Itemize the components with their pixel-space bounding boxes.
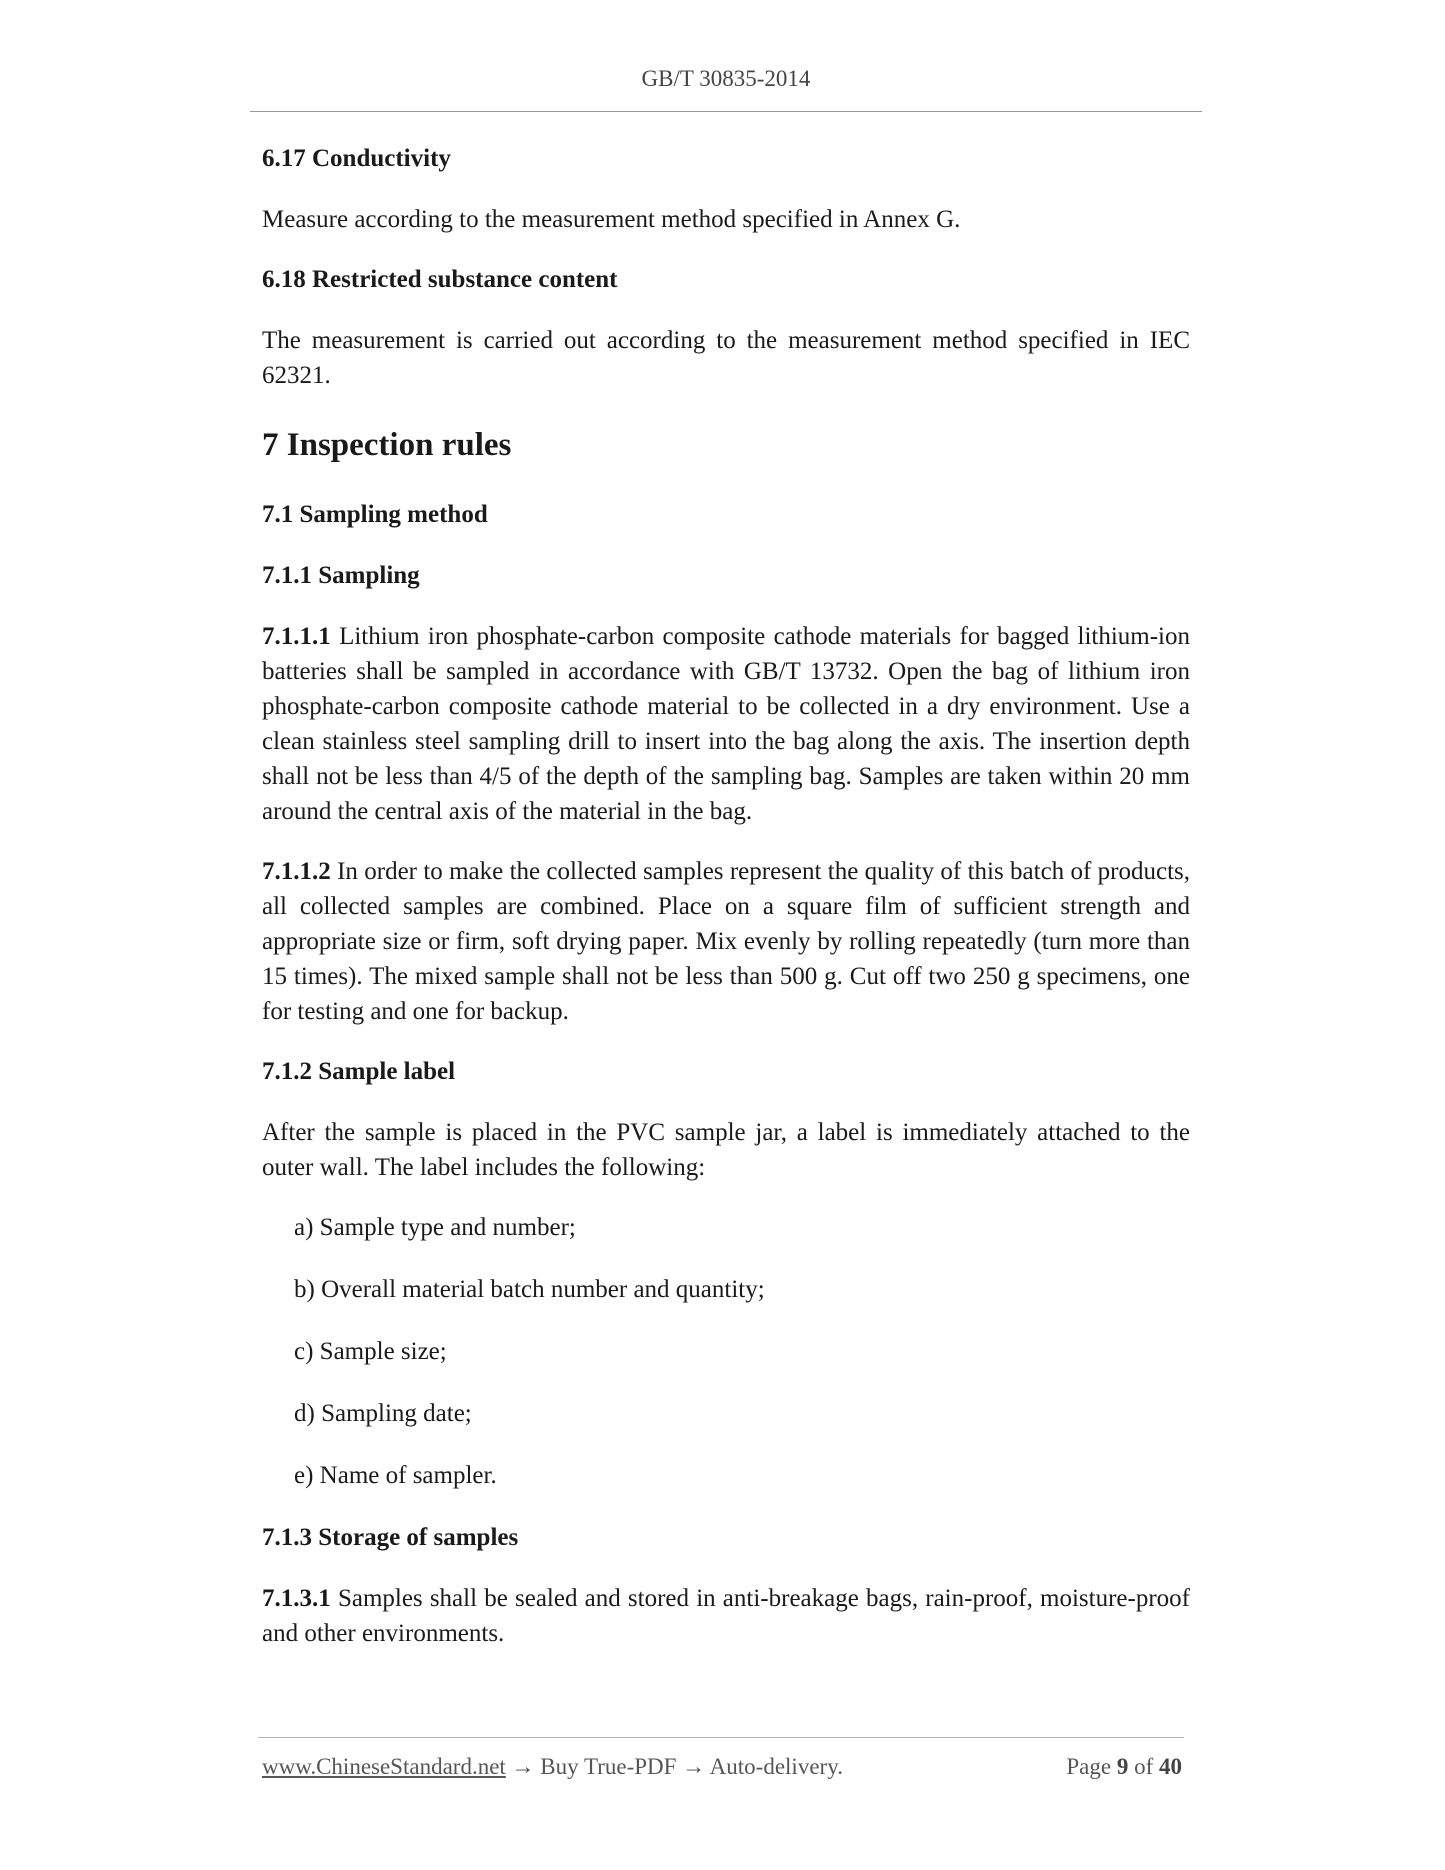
section-heading-7-1-2: 7.1.2 Sample label [262,1058,456,1085]
clause-7-1-3-1 [262,1581,1190,1651]
section-heading-6-18: 6.18 Restricted substance content [262,266,618,293]
clause-number: 7.1.1.2 [262,858,331,885]
page-label: Page [1066,1754,1112,1779]
footer-divider [258,1737,1184,1738]
section-heading-7-1-1: 7.1.1 Sampling [262,562,420,589]
list-item: e) Name of sampler. [294,1462,497,1489]
list-item: b) Overall material batch number and quantity; [294,1276,765,1303]
page-total: 40 [1159,1754,1182,1779]
arrow-right-icon: → [511,1754,535,1779]
section-text-6-17: Measure according to the measurement method specified in Annex G. [262,206,961,233]
list-item: c) Sample size; [294,1338,447,1365]
clause-text: Lithium iron phosphate-carbon composite cathode materials for bagged lithium-ion batteries shall be sampled in accordance with GB/T 13732. Open the bag of lithium iron phosphate-carbon composite cathode material to be collected in a dry environment. Use a clean stainless steel sampling drill to insert into the bag along the axis. The insertion depth shall not be less than 4/5 of the depth of the sampling bag. Samples are taken within 20 mm around the central axis of the material in the bag. [262,623,1191,825]
section-text-7-1-2: After the sample is placed in the PVC sample jar, a label is immediately attached to the outer wall. The label includes the following: [262,1119,1190,1181]
clause-7-1-1-1 [262,619,1190,829]
footer-links [262,1754,843,1780]
clause-text: In order to make the collected samples represent the quality of this batch of products, all collected samples are combined. Place on a square film of sufficient strength and appropriate size or firm, soft drying paper. Mix evenly by rolling repeatedly (turn more than 15 times). The mixed sample shall not be less than 500 g. Cut off two 250 g specimens, one for testing and one for backup. [262,858,1191,1025]
document-body [262,141,1190,1676]
page-header: GB/T 30835-2014 [641,66,811,91]
clause-number: 7.1.3.1 [262,1585,331,1612]
page-current: 9 [1116,1754,1129,1779]
section-text-6-18: The measurement is carried out according to the measurement method specified in IEC 62321. [262,327,1190,389]
header-divider [250,111,1202,112]
page-number [1066,1754,1182,1780]
list-item: a) Sample type and number; [294,1214,576,1241]
list-item: d) Sampling date; [294,1400,472,1427]
chapter-heading-7: 7 Inspection rules [262,427,512,463]
clause-7-1-1-2 [262,854,1190,1029]
page-footer [262,1754,1182,1780]
clause-text: Samples shall be sealed and stored in anti-breakage bags, rain-proof, moisture-proof and other environments. [262,1585,1190,1647]
auto-delivery-text: Auto-delivery. [709,1754,843,1779]
section-heading-6-17: 6.17 Conductivity [262,145,451,172]
page-of: of [1134,1754,1154,1779]
buy-pdf-text: Buy True-PDF [540,1754,677,1779]
section-heading-7-1-3: 7.1.3 Storage of samples [262,1524,519,1551]
arrow-right-icon: → [682,1754,706,1779]
section-heading-7-1: 7.1 Sampling method [262,501,488,528]
website-link[interactable]: www.ChineseStandard.net [262,1754,506,1779]
clause-number: 7.1.1.1 [262,623,331,650]
